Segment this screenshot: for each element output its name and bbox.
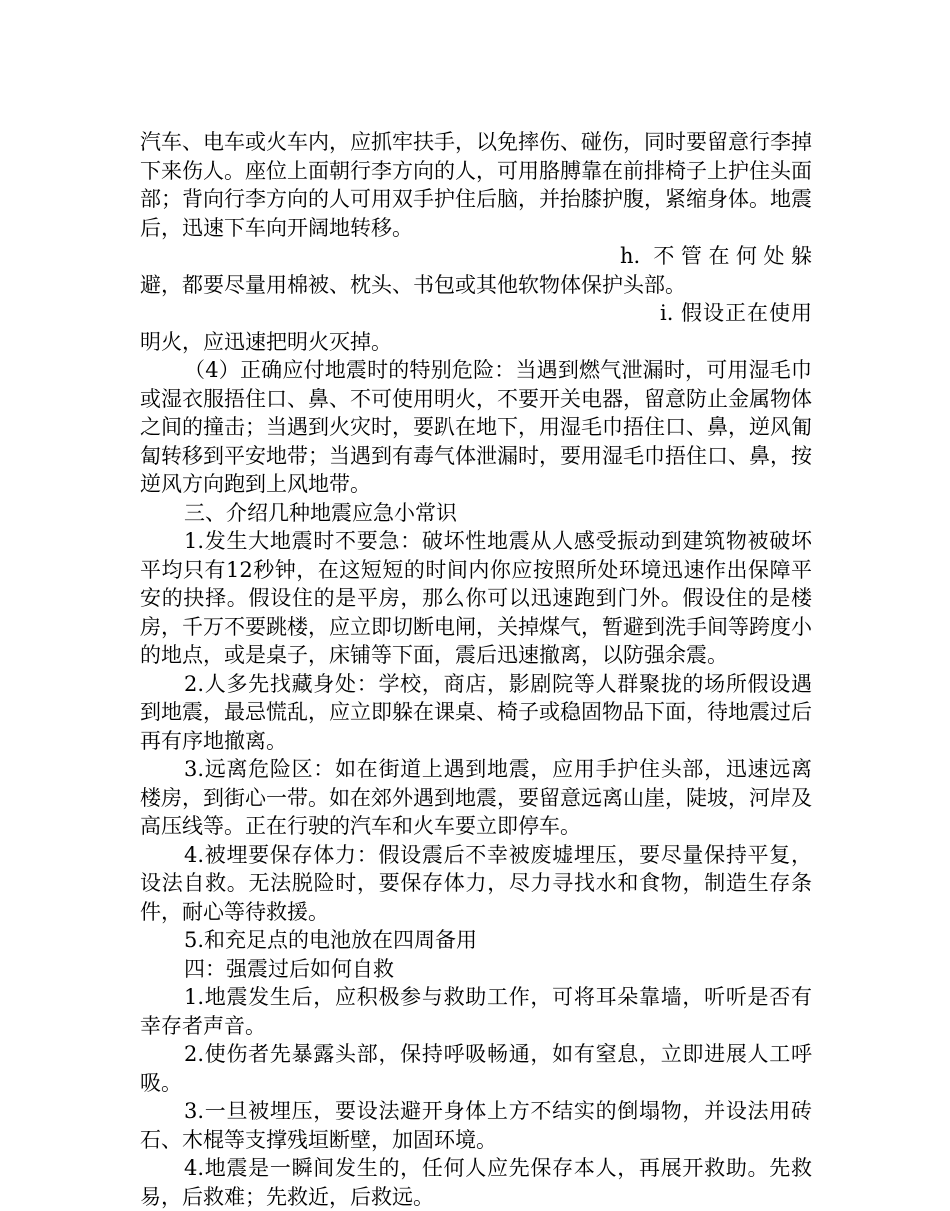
- paragraph-item-h: h. 不管在何处躲避，都要尽量用棉被、枕头、书包或其他软物体保护头部。: [140, 244, 812, 297]
- tip-1: 1.发生大地震时不要急：破坏性地震从人感受振动到建筑物被破坏平均只有12秒钟，在这短短的时间内你应按照所处环境迅速作出保障平安的抉择。假设住的是平房，那么你可以迅速跑到门外。假设住的是楼房，千万不要跳楼，应立即切断电闸，关掉煤气，暂避到洗手间等跨度小的地点，或是桌子，床铺等下面，震后迅速撤离，以防强余震。: [140, 529, 812, 667]
- tip-2: 2.人多先找藏身处：学校，商店，影剧院等人群聚拢的场所假设遇到地震，最忌慌乱，应立即躲在课桌、椅子或稳固物品下面，待地震过后再有序地撤离。: [140, 671, 812, 753]
- tip-3: 3.远离危险区：如在街道上遇到地震，应用手护住头部，迅速远离楼房，到街心一带。如在郊外遇到地震，要留意远离山崖，陡坡，河岸及高压线等。正在行驶的汽车和火车要立即停车。: [140, 757, 812, 838]
- tip-5: 5.和充足点的电池放在四周备用: [184, 928, 478, 952]
- document-page: [140, 128, 812, 1211]
- rescue-2: 2.使伤者先暴露头部，保持呼吸畅通，如有窒息，立即进展人工呼吸。: [140, 1042, 812, 1095]
- section-heading-3: 三、介绍几种地震应急小常识: [184, 500, 457, 525]
- paragraph-special-dangers: （4）正确应付地震时的特别危险：当遇到燃气泄漏时，可用湿毛巾或湿衣服捂住口、鼻、不可使用明火，不要开关电器，留意防止金属物体之间的撞击；当遇到火灾时，要趴在地下，用湿毛巾捂住口、鼻，逆风匍匐转移到平安地带；当遇到有毒气体泄漏时，要用湿毛巾捂住口、鼻，按逆风方向跑到上风地带。: [140, 358, 812, 496]
- rescue-3: 3.一旦被埋压，要设法避开身体上方不结实的倒塌物，并设法用砖石、木棍等支撑残垣断壁，加固环境。: [140, 1099, 812, 1152]
- rescue-1: 1.地震发生后，应积极参与救助工作，可将耳朵靠墙，听听是否有幸存者声音。: [140, 985, 812, 1038]
- tip-4: 4.被埋要保存体力：假设震后不幸被废墟埋压，要尽量保持平复，设法自救。无法脱险时，要保存体力，尽力寻找水和食物，制造生存条件，耐心等待救援。: [140, 842, 812, 924]
- section-heading-4: 四：强震过后如何自救: [184, 956, 394, 981]
- paragraph-vehicle-safety: 汽车、电车或火车内，应抓牢扶手，以免摔伤、碰伤，同时要留意行李掉下来伤人。座位上面朝行李方向的人，可用胳膊靠在前排椅子上护住头面部；背向行李方向的人可用双手护住后脑，并抬膝护腹，紧缩身体。地震后，迅速下车向开阔地转移。: [140, 130, 812, 240]
- rescue-4: 4.地震是一瞬间发生的，任何人应先保存本人，再展开救助。先救易，后救难；先救近，后救远。: [140, 1156, 812, 1209]
- paragraph-item-i: i. 假设正在使用明火，应迅速把明火灭掉。: [140, 301, 812, 354]
